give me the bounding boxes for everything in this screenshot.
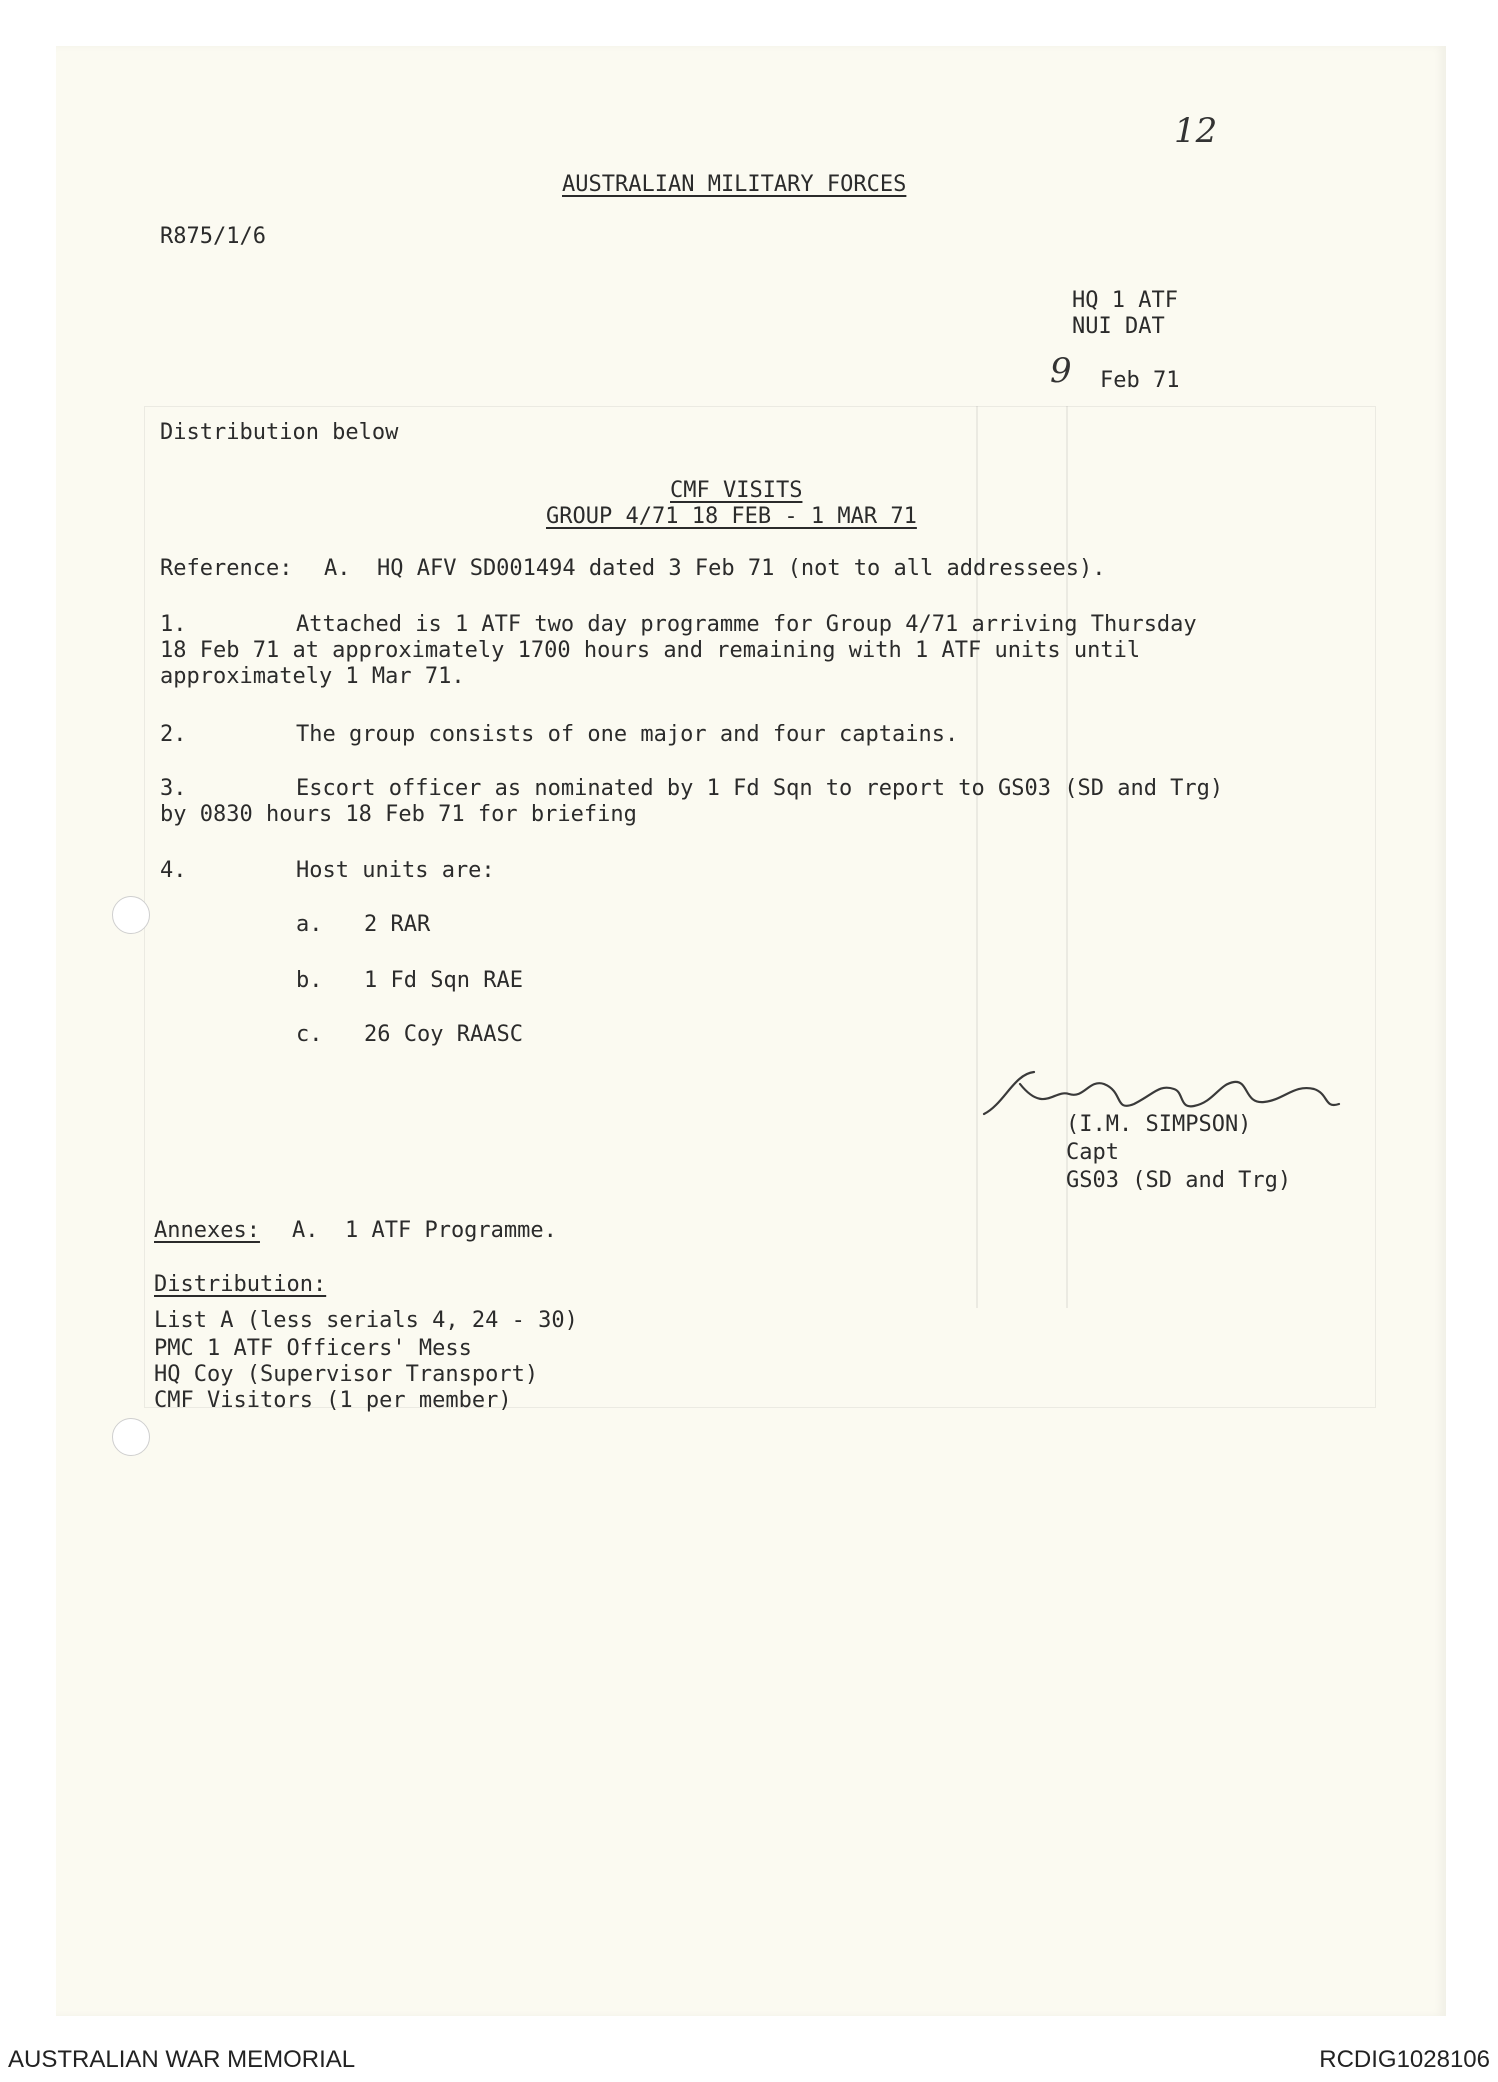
paragraph-line: 18 Feb 71 at approximately 1700 hours and remaining with 1 ATF units until <box>160 638 1141 663</box>
signatory-name: (I.M. SIMPSON) <box>1066 1112 1252 1137</box>
signatory-rank: Capt <box>1066 1140 1119 1165</box>
host-unit-letter: b. <box>296 968 323 993</box>
paragraph-number: 3. <box>160 776 187 801</box>
paragraph-line: Attached is 1 ATF two day programme for Group 4/71 arriving Thursday <box>296 612 1197 637</box>
footer-item-id: RCDIG1028106 <box>1319 2046 1490 2073</box>
annexes-label: Annexes: <box>154 1218 260 1243</box>
distribution-item: PMC 1 ATF Officers' Mess <box>154 1336 472 1361</box>
paragraph-line: by 0830 hours 18 Feb 71 for briefing <box>160 802 637 827</box>
date-day-handwritten: 9 <box>1050 351 1072 391</box>
footer-archive-name: AUSTRALIAN WAR MEMORIAL <box>8 2046 356 2073</box>
file-reference: R875/1/6 <box>160 224 266 249</box>
distribution-item: CMF Visitors (1 per member) <box>154 1388 512 1413</box>
paragraph-number: 1. <box>160 612 187 637</box>
address-line-1: HQ 1 ATF <box>1072 288 1178 313</box>
distribution-item: HQ Coy (Supervisor Transport) <box>154 1362 539 1387</box>
signatory-appointment: GS03 (SD and Trg) <box>1066 1168 1292 1193</box>
address-line-2: NUI DAT <box>1072 314 1165 339</box>
distribution-line: Distribution below <box>160 420 399 445</box>
paragraph-line: The group consists of one major and four captains. <box>296 722 959 747</box>
folio-number: 12 <box>1174 111 1218 151</box>
paragraph-number: 4. <box>160 858 187 883</box>
paragraph-line: approximately 1 Mar 71. <box>160 664 465 689</box>
paragraph-line: Host units are: <box>296 858 495 883</box>
paragraph-line: Escort officer as nominated by 1 Fd Sqn to report to GS03 (SD and Trg) <box>296 776 1224 801</box>
host-unit-letter: a. <box>296 912 323 937</box>
reference-label: Reference: <box>160 556 293 581</box>
show-through-column-rule <box>976 406 978 1308</box>
punch-hole <box>112 1418 150 1456</box>
annexes-text: A. 1 ATF Programme. <box>292 1218 557 1243</box>
host-unit-name: 1 Fd Sqn RAE <box>364 968 523 993</box>
document-page <box>56 46 1446 2016</box>
date-month-year: Feb 71 <box>1100 368 1180 393</box>
distribution-item: List A (less serials 4, 24 - 30) <box>154 1308 578 1333</box>
host-unit-name: 26 Coy RAASC <box>364 1022 523 1047</box>
paragraph-number: 2. <box>160 722 187 747</box>
reference-text: A. HQ AFV SD001494 dated 3 Feb 71 (not to all addressees). <box>324 556 1106 581</box>
distribution-label: Distribution: <box>154 1272 327 1297</box>
subject-line-1: CMF VISITS <box>670 478 803 503</box>
punch-hole <box>112 896 150 934</box>
host-unit-name: 2 RAR <box>364 912 431 937</box>
host-unit-letter: c. <box>296 1022 323 1047</box>
document-title: AUSTRALIAN MILITARY FORCES <box>562 172 907 197</box>
subject-line-2: GROUP 4/71 18 FEB - 1 MAR 71 <box>546 504 917 529</box>
